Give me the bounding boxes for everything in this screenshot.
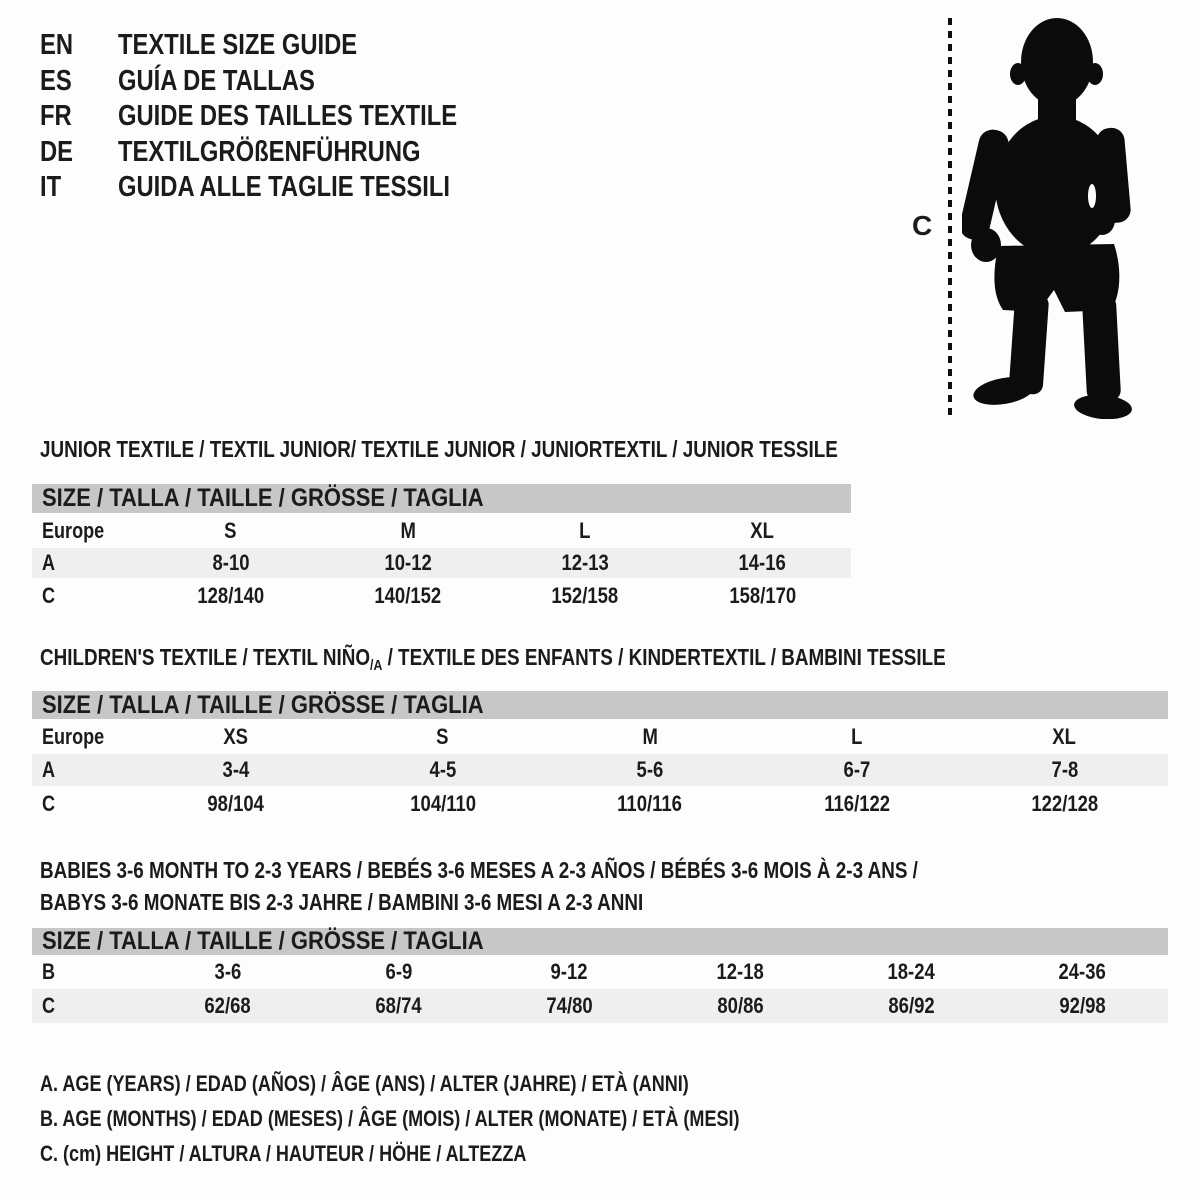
children-row-height [32, 786, 1168, 822]
cell: 12-18 [716, 959, 765, 984]
lang-code: IT [40, 171, 62, 204]
legend-item-a: A. AGE (YEARS) / EDAD (AÑOS) / ÂGE (ANS) / ALTER (JAHRE) / ETÀ (ANNI) [40, 1070, 689, 1096]
col-header-region: Europe [42, 723, 105, 749]
cell: 24-36 [1058, 959, 1107, 984]
cell: 158/170 [728, 583, 796, 608]
lang-title: TEXTILE SIZE GUIDE [118, 29, 358, 62]
cell: 12-13 [561, 550, 609, 575]
legend-item-b: B. AGE (MONTHS) / EDAD (MESES) / ÂGE (MOIS) / ALTER (MONATE) / ETÀ (MESI) [40, 1105, 740, 1131]
babies-section-title-line2: BABYS 3-6 MONATE BIS 2-3 JAHRE / BAMBINI 3-6 MESI A 2-3 ANNI [40, 889, 644, 915]
children-row-age [32, 754, 1168, 786]
toddler-silhouette [962, 14, 1142, 419]
lang-title: GUÍA DE TALLAS [118, 64, 315, 97]
junior-size-table [32, 484, 851, 614]
babies-size-table [32, 928, 1168, 1023]
col-header-size: XL [1052, 723, 1077, 749]
cell: 10-12 [384, 550, 432, 575]
row-label: A [42, 550, 56, 575]
lang-row-fr [40, 99, 532, 135]
cell: 3-6 [214, 959, 241, 984]
lang-title: TEXTILGRÖßENFÜHRUNG [118, 135, 421, 168]
cell: 80/86 [717, 993, 764, 1018]
cell: 92/98 [1059, 993, 1106, 1018]
cell: 98/104 [207, 791, 264, 816]
cell: 152/158 [551, 583, 619, 608]
cell: 122/128 [1031, 791, 1098, 816]
lang-title: GUIDE DES TAILLES TEXTILE [118, 100, 458, 133]
babies-row-age-months [32, 955, 1168, 989]
lang-code: DE [40, 135, 74, 168]
babies-section-title-line1: BABIES 3-6 MONTH TO 2-3 YEARS / BEBÉS 3-6 MESES A 2-3 AÑOS / BÉBÉS 3-6 MOIS À 2-3 ANS / [40, 857, 918, 883]
cell: 9-12 [550, 959, 588, 984]
col-header-size: M [642, 723, 658, 749]
measurement-legend [40, 1066, 893, 1171]
height-measure-label: C [912, 210, 933, 241]
height-measure-dashed-line [948, 18, 952, 415]
cell: 74/80 [546, 993, 593, 1018]
lang-row-de [40, 135, 532, 171]
row-label: A [42, 757, 56, 782]
cell: 3-4 [222, 757, 249, 782]
cell: 7-8 [1051, 757, 1078, 782]
row-label: B [42, 959, 56, 984]
title-subscript: /A [370, 657, 383, 674]
cell: 62/68 [204, 993, 251, 1018]
junior-section-title: JUNIOR TEXTILE / TEXTIL JUNIOR/ TEXTILE JUNIOR / JUNIORTEXTIL / JUNIOR TESSILE [40, 436, 838, 462]
row-label: C [42, 791, 56, 816]
cell: 110/116 [617, 791, 683, 816]
cell: 104/110 [409, 791, 476, 816]
cell: 6-9 [385, 959, 412, 984]
children-section-title: CHILDREN'S TEXTILE / TEXTIL $NIÑO_{/A}$ / TEXTILE DES ENFANTS / KINDERTEXTIL / BAMBINI TESSILE [40, 644, 946, 674]
cell: 140/152 [374, 583, 442, 608]
lang-code: EN [40, 29, 74, 62]
lang-title: GUIDA ALLE TAGLIE TESSILI [118, 171, 451, 204]
col-header-size: XL [750, 517, 775, 543]
col-header-size: L [579, 517, 591, 543]
cell: 8-10 [212, 550, 250, 575]
col-header-size: S [436, 723, 449, 749]
cell: 4-5 [429, 757, 457, 782]
junior-row-height [32, 578, 851, 614]
babies-row-height [32, 989, 1168, 1023]
language-title-list [40, 28, 532, 206]
legend-item-c: C. (cm) HEIGHT / ALTURA / HAUTEUR / HÖHE / ALTEZZA [40, 1140, 527, 1166]
lang-row-es [40, 64, 532, 100]
cell: 14-16 [738, 550, 787, 575]
col-header-size: L [851, 723, 863, 749]
cell: 68/74 [375, 993, 422, 1018]
junior-columns-row [32, 513, 851, 548]
col-header-region: Europe [42, 517, 105, 543]
col-header-size: M [400, 517, 416, 543]
row-label: C [42, 583, 56, 608]
col-header-size: S [224, 517, 237, 543]
size-header-bar: SIZE / TALLA / TAILLE / GRÖSSE / TAGLIA [32, 691, 1168, 719]
cell: 6-7 [843, 757, 871, 782]
lang-code: ES [40, 64, 72, 97]
cell: 86/92 [888, 993, 935, 1018]
children-columns-row [32, 719, 1168, 754]
col-header-size: XS [223, 723, 248, 749]
lang-code: FR [40, 100, 72, 133]
cell: 5-6 [636, 757, 664, 782]
junior-row-age [32, 548, 851, 578]
cell: 18-24 [887, 959, 936, 984]
children-size-table [32, 691, 1168, 822]
cell: 128/140 [197, 583, 265, 608]
size-header-bar: SIZE / TALLA / TAILLE / GRÖSSE / TAGLIA [32, 928, 1168, 955]
row-label: C [42, 993, 56, 1018]
lang-row-en [40, 28, 532, 64]
size-header-bar: SIZE / TALLA / TAILLE / GRÖSSE / TAGLIA [32, 484, 851, 513]
lang-row-it [40, 170, 532, 206]
cell: 116/122 [824, 791, 891, 816]
